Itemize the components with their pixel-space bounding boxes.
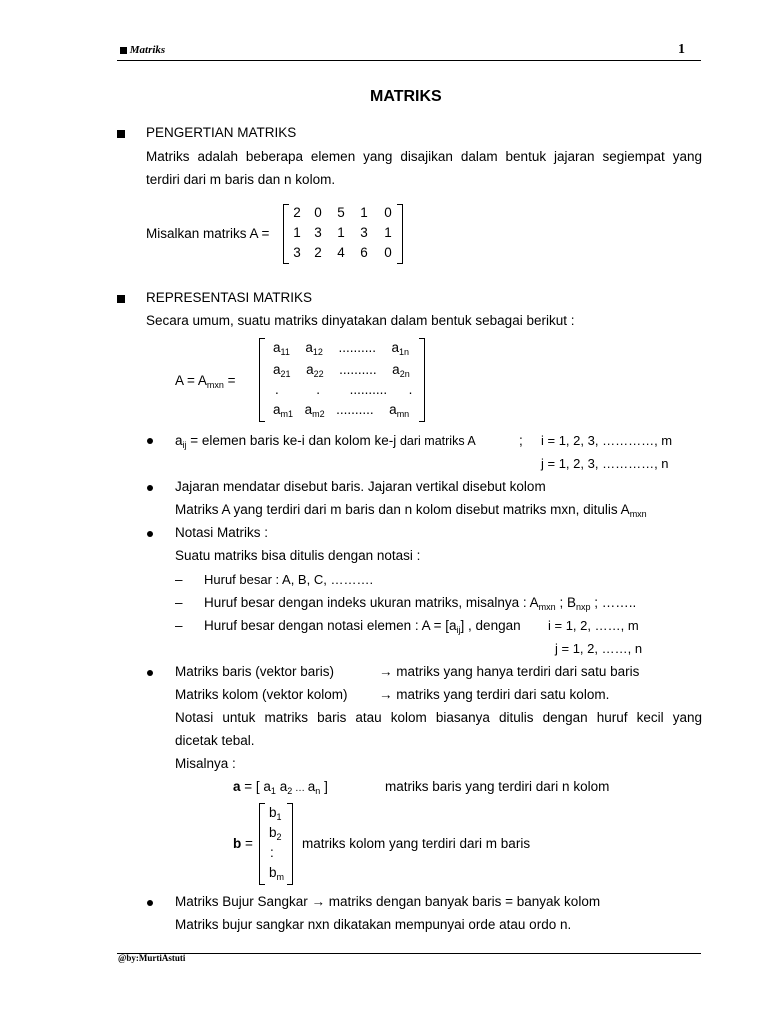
vector-entry	[269, 825, 282, 840]
element-subscript: 12	[312, 347, 323, 357]
matrix-cell: 0	[384, 205, 392, 220]
bullet-icon	[147, 900, 153, 906]
ellipsis: .	[316, 382, 321, 397]
bracket-left	[259, 338, 265, 422]
matrix-row	[273, 340, 409, 355]
ellipsis: .	[275, 382, 279, 397]
item-subscript: ij	[456, 625, 461, 635]
entry-subscript: 2	[276, 832, 282, 842]
notation-item	[204, 595, 636, 610]
entry-subscript: m	[276, 872, 285, 882]
page-number: 1	[678, 42, 685, 57]
entry-subscript: 1	[276, 812, 282, 822]
dash-bullet: –	[175, 572, 183, 587]
definition-text-2: dari matriks A	[399, 434, 476, 448]
item-text: ; ……..	[590, 595, 637, 610]
paragraph-line: Suatu matriks bisa ditulis dengan notasi :	[175, 548, 421, 563]
dash-bullet: –	[175, 618, 183, 633]
matrix-cell: 5	[337, 205, 345, 220]
matrix-row	[273, 402, 409, 417]
running-header	[120, 44, 165, 56]
expr-text: = [ a	[240, 779, 271, 794]
expr-text: =	[241, 836, 253, 851]
item-text: ; B	[555, 595, 576, 610]
expr-subscript: 2	[287, 786, 293, 796]
bullet-icon	[147, 485, 153, 491]
expr-subscript: n	[315, 786, 321, 796]
paragraph-line: Misalnya :	[175, 756, 236, 771]
col-vector-desc: matriks kolom yang terdiri dari m baris	[302, 836, 531, 851]
ellipsis: ..........	[339, 362, 377, 377]
bracket-left	[259, 803, 265, 885]
paragraph-line: Jajaran mendatar disebut baris. Jajaran vertikal disebut kolom	[175, 479, 546, 494]
element: a	[305, 340, 313, 355]
lhs-equals: =	[223, 373, 236, 388]
j-range: j = 1, 2, 3, …………, n	[541, 456, 669, 471]
footer-rule	[117, 953, 701, 954]
ellipsis: .	[408, 382, 413, 397]
paragraph-line: Secara umum, suatu matriks dinyatakan dalam bentuk sebagai berikut :	[146, 313, 575, 328]
item-text: Huruf besar dengan indeks ukuran matriks, misalnya : A	[204, 595, 539, 610]
notation-item: Huruf besar : A, B, C, ……….	[204, 572, 374, 587]
matrix-cell: 4	[337, 245, 345, 260]
element-subscript: 2n	[399, 369, 410, 379]
semicolon: ;	[519, 433, 523, 448]
bold-b: b	[233, 836, 242, 851]
matrix-row	[275, 382, 412, 397]
general-matrix	[259, 338, 425, 422]
ellipsis: ..........	[338, 340, 376, 355]
notation-item	[204, 618, 521, 633]
bullet-icon	[147, 438, 153, 444]
matrix-cell: 2	[293, 205, 301, 220]
element: a	[391, 340, 400, 355]
paragraph-line: Matriks adalah beberapa elemen yang disajikan dalam bentuk jajaran segiempat yang	[146, 149, 702, 164]
item-subscript: mxn	[538, 602, 556, 612]
element-subscript: m2	[312, 409, 325, 419]
paragraph-line	[175, 502, 647, 517]
entry: b	[269, 805, 277, 820]
bracket-right	[419, 338, 425, 422]
matrix-row	[273, 362, 410, 377]
matrix-cell: 0	[314, 205, 322, 220]
matrix-cell: 3	[360, 225, 368, 240]
i-range: i = 1, 2, 3, …………, m	[541, 433, 673, 448]
section-heading-representasi: REPRESENTASI MATRIKS	[146, 290, 313, 305]
section-heading-pengertian: PENGERTIAN MATRIKS	[146, 125, 297, 140]
row-matrix-label: Matriks baris (vektor baris)	[175, 664, 335, 679]
element-subscript: 1n	[399, 347, 410, 357]
square-bullet-icon	[117, 130, 125, 138]
col-matrix-label: Matriks kolom (vektor kolom)	[175, 687, 348, 702]
entry: b	[269, 825, 277, 840]
row-matrix-desc: → matriks yang hanya terdiri dari satu baris	[379, 664, 640, 679]
a-symbol: a	[175, 433, 183, 448]
element: a	[306, 362, 314, 377]
matrix-cell: 1	[337, 225, 345, 240]
line-text: Matriks A yang terdiri dari m baris dan n kolom disebut matriks mxn, ditulis A	[175, 502, 630, 517]
entry: b	[269, 865, 277, 880]
item-text: ] , dengan	[460, 618, 521, 633]
element: a	[273, 402, 281, 417]
definition-text: = elemen baris ke-i dan kolom ke-j	[186, 433, 400, 448]
dash-bullet: –	[175, 595, 183, 610]
vector-entry	[269, 865, 284, 880]
page-title: MATRIKS	[370, 88, 442, 105]
matrix-cell: 3	[314, 225, 322, 240]
matrix-cell: 1	[384, 225, 392, 240]
col-vector-lhs	[233, 836, 253, 851]
element: a	[304, 402, 313, 417]
running-title: Matriks	[129, 44, 166, 56]
element-subscript: 11	[280, 347, 290, 357]
bold-a: a	[233, 779, 241, 794]
expr-subscript: 1	[270, 786, 276, 796]
j-range: j = 1, 2, ……, n	[555, 641, 643, 656]
notation-heading: Notasi Matriks :	[175, 525, 269, 540]
expr-text: a	[275, 779, 288, 794]
lhs-subscript: mxn	[206, 380, 224, 390]
lhs-text: A = A	[175, 373, 207, 388]
element: a	[273, 362, 281, 377]
vector-entry: :	[270, 845, 274, 860]
column-vector-b	[259, 803, 293, 885]
element-subscript: 21	[280, 369, 291, 379]
paragraph-line: terdiri dari m baris dan n kolom.	[146, 172, 336, 187]
element-definition	[175, 433, 476, 448]
i-range: i = 1, 2, ……, m	[548, 618, 639, 633]
matrix-cell: 2	[314, 245, 322, 260]
matrix-cell: 1	[293, 225, 301, 240]
matrix-a	[283, 204, 403, 264]
header-rule	[117, 60, 701, 61]
footer-credit: @by:MurtiAstuti	[118, 953, 186, 963]
item-text: Huruf besar dengan notasi elemen : A = [a	[204, 618, 457, 633]
matrix-cell: 3	[293, 245, 301, 260]
expr-dots: …	[292, 783, 308, 794]
paragraph-line: dicetak tebal.	[175, 733, 255, 748]
element-subscript: m1	[280, 409, 294, 419]
expr-text: ]	[320, 779, 328, 794]
bullet-icon	[147, 670, 153, 676]
element-subscript: 22	[313, 369, 324, 379]
a-subscript: ij	[182, 440, 187, 450]
row-vector-desc: matriks baris yang terdiri dari n kolom	[385, 779, 610, 794]
paragraph-line: Notasi untuk matriks baris atau kolom biasanya ditulis dengan huruf kecil yang	[175, 710, 702, 725]
paragraph-line: Matriks bujur sangkar nxn dikatakan mempunyai orde atau ordo n.	[175, 917, 572, 932]
paragraph-line: Matriks Bujur Sangkar → matriks dengan banyak baris = banyak kolom	[175, 894, 601, 909]
bracket-right	[287, 803, 293, 885]
item-subscript: nxp	[575, 602, 591, 612]
matrix-example-label: Misalkan matriks A =	[146, 226, 270, 241]
matrix-cell: 0	[384, 245, 392, 260]
element: a	[273, 340, 281, 355]
square-bullet-icon	[120, 47, 127, 54]
bullet-icon	[147, 531, 153, 537]
general-matrix-lhs	[175, 373, 236, 388]
vector-entry	[269, 805, 282, 820]
line-subscript: mxn	[629, 509, 647, 519]
matrix-cell: 6	[360, 245, 368, 260]
expr-text: a	[307, 779, 316, 794]
ellipsis: ..........	[336, 402, 374, 417]
element: a	[392, 362, 400, 377]
col-matrix-desc: → matriks yang terdiri dari satu kolom.	[379, 687, 610, 702]
square-bullet-icon	[117, 295, 125, 303]
row-vector-expression	[233, 779, 328, 794]
element: a	[389, 402, 397, 417]
matrix-cell: 1	[360, 205, 368, 220]
element-subscript: mn	[396, 409, 410, 419]
ellipsis: ..........	[349, 382, 388, 397]
